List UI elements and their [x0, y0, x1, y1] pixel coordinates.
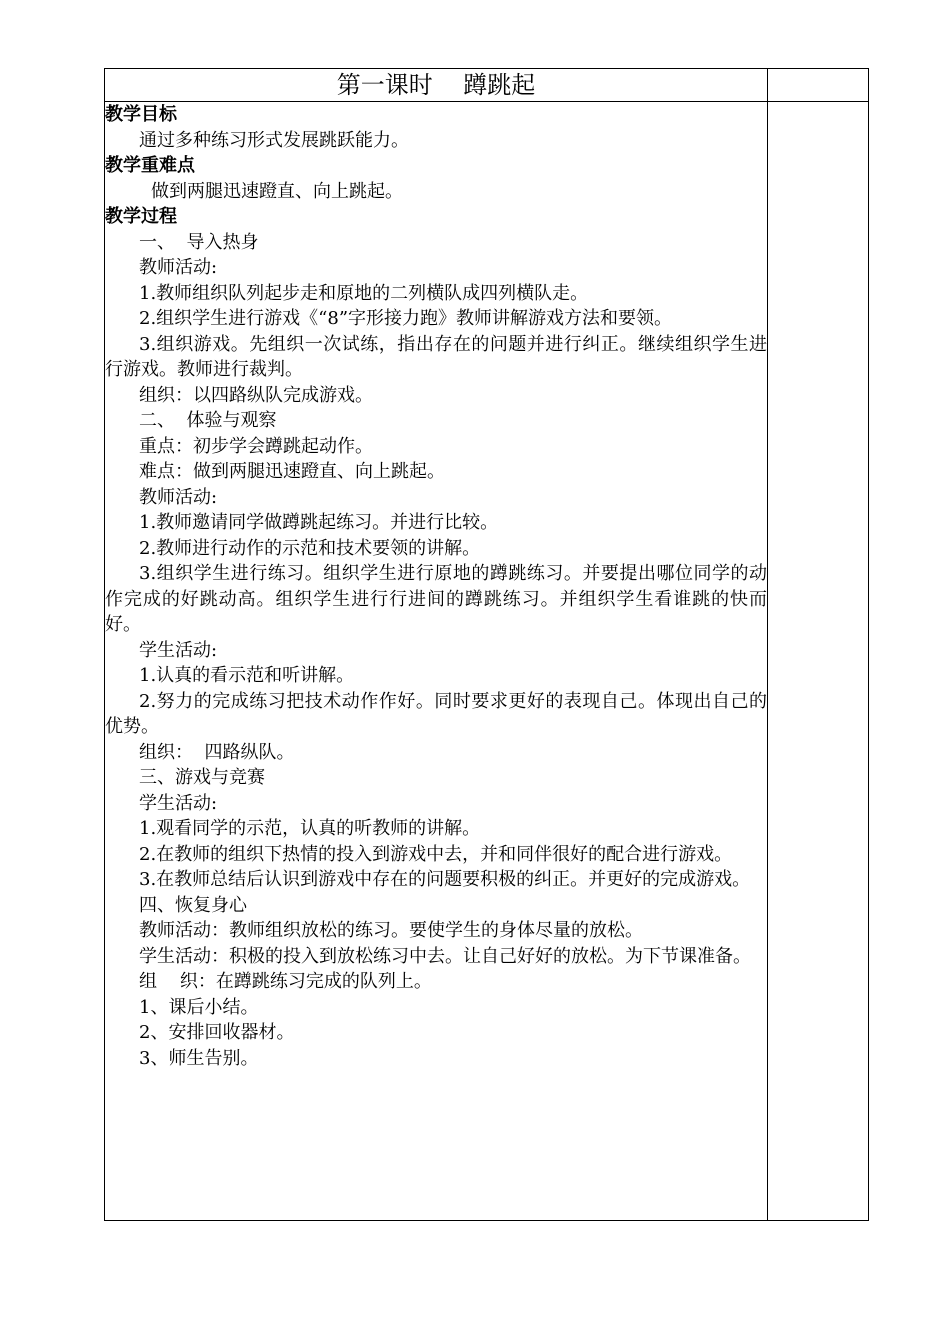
paragraph: 2.在教师的组织下热情的投入到游戏中去，并和同伴很好的配合进行游戏。 — [139, 843, 733, 865]
paragraph: 教师活动：教师组织放松的练习。要使学生的身体尽量的放松。 — [139, 920, 643, 941]
list-item: 2、安排回收器材。 — [139, 1022, 295, 1043]
section-4-title: 四、恢复身心 — [139, 894, 247, 916]
objectives-text: 通过多种练习形式发展跳跃能力。 — [139, 129, 409, 151]
paragraph: 1.观看同学的示范，认真的听教师的讲解。 — [139, 818, 481, 839]
content-row — [105, 102, 869, 1221]
section-2-title: 二、 体验与观察 — [139, 410, 277, 431]
section-3-title: 三、游戏与竞赛 — [139, 767, 265, 788]
paragraph: 3.在教师总结后认识到游戏中存在的问题要积极的纠正。并更好的完成游戏。 — [139, 869, 751, 890]
paragraph: 2.努力的完成练习把技术动作作好。同时要求更好的表现自己。体现出自己的优势。 — [105, 690, 767, 737]
section-1-title: 一、 导入热身 — [139, 231, 259, 253]
lesson-plan-table — [104, 68, 869, 1221]
paragraph: 1.教师邀请同学做蹲跳起练习。并进行比较。 — [139, 512, 499, 533]
paragraph: 学生活动：积极的投入到放松练习中去。让自己好好的放松。为下节课准备。 — [139, 945, 751, 967]
side-notes-cell — [768, 102, 869, 1221]
paragraph: 3.组织游戏。先组织一次试练，指出存在的问题并进行纠正。继续组织学生进行游戏。教师进行裁判。 — [105, 333, 767, 380]
student-activity-label: 学生活动: — [139, 639, 218, 661]
paragraph: 难点：做到两腿迅速蹬直、向上跳起。 — [139, 461, 445, 482]
paragraph: 1.教师组织队列起步走和原地的二列横队成四列横队走。 — [139, 282, 589, 304]
paragraph: 组织： 四路纵队。 — [139, 741, 295, 763]
paragraph: 1.认真的看示范和听讲解。 — [139, 665, 355, 686]
title-side-cell — [768, 69, 869, 102]
paragraph: 2.组织学生进行游戏《“8”字形接力跑》教师讲解游戏方法和要领。 — [139, 308, 673, 329]
title-row — [105, 69, 869, 102]
lesson-title: 第一课时 蹲跳起 — [336, 71, 536, 99]
title-cell — [105, 69, 768, 102]
paragraph: 重点：初步学会蹲跳起动作。 — [139, 435, 373, 457]
teacher-activity-label: 教师活动: — [139, 257, 218, 278]
heading-objectives: 教学目标 — [105, 104, 177, 125]
paragraph: 组 织：在蹲跳练习完成的队列上。 — [139, 971, 432, 992]
paragraph: 3.组织学生进行练习。组织学生进行原地的蹲跳练习。并要提出哪位同学的动作完成的好跳动高。组织学生进行行进间的蹲跳练习。并组织学生看谁跳的快而好。 — [105, 563, 767, 635]
teacher-activity-label: 教师活动: — [139, 486, 218, 508]
heading-process: 教学过程 — [105, 206, 177, 227]
paragraph: 组织：以四路纵队完成游戏。 — [139, 384, 373, 406]
key-points-text: 做到两腿迅速蹬直、向上跳起。 — [151, 180, 403, 202]
list-item: 1、课后小结。 — [139, 996, 259, 1018]
paragraph: 2.教师进行动作的示范和技术要领的讲解。 — [139, 537, 481, 559]
heading-key-points: 教学重难点 — [105, 155, 195, 176]
content-cell — [105, 102, 768, 1221]
list-item: 3、师生告别。 — [139, 1047, 259, 1069]
student-activity-label: 学生活动: — [139, 792, 218, 814]
